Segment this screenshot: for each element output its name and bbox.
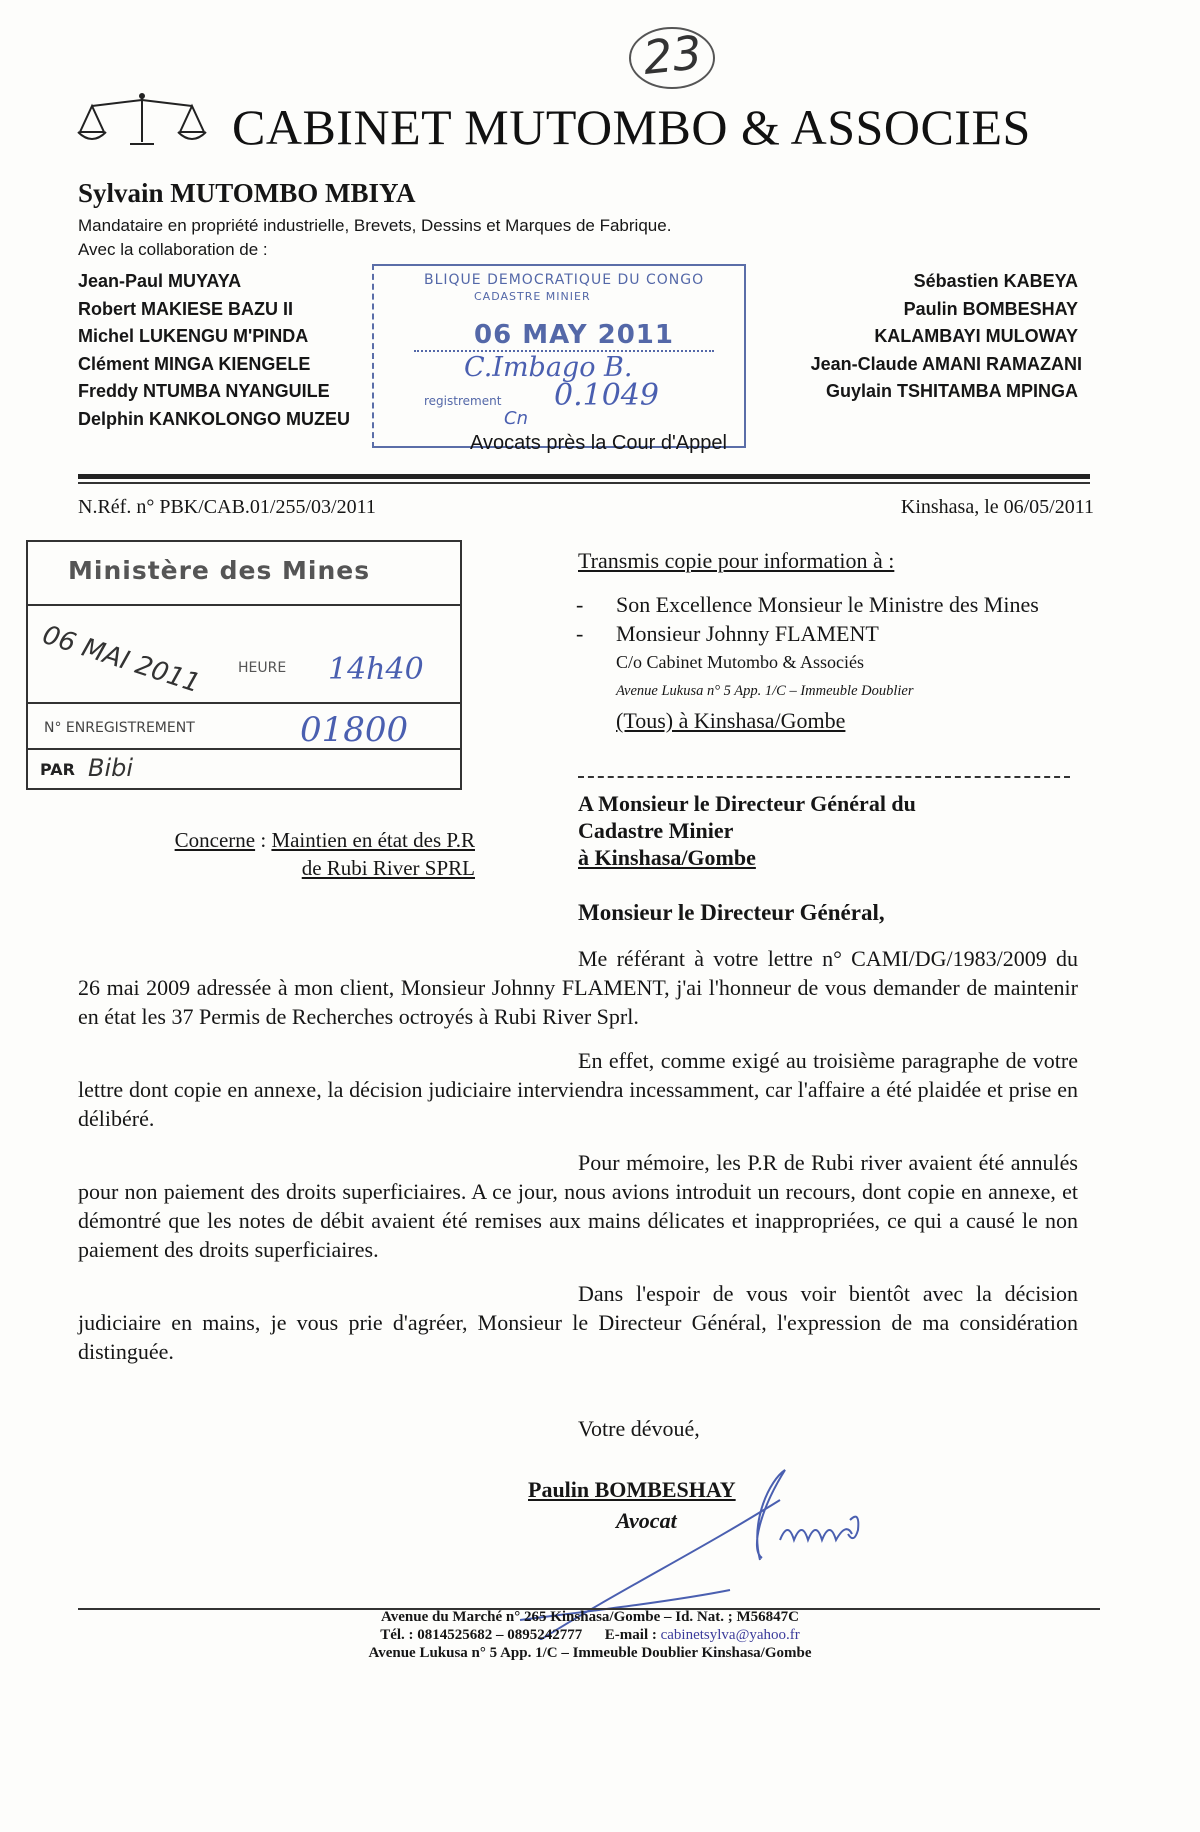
lawyer-name: Delphin KANKOLONGO MUZEU xyxy=(78,408,350,429)
cadastre-reception-stamp xyxy=(372,264,746,448)
signer-name: Paulin BOMBESHAY xyxy=(528,1477,736,1502)
reference-number: N.Réf. n° PBK/CAB.01/255/03/2011 xyxy=(78,496,376,518)
subject-line: de Rubi River SPRL xyxy=(301,856,475,880)
stamp-time: 14h40 xyxy=(328,652,424,687)
footer-address-2: Avenue Lukusa n° 5 App. 1/C – Immeuble Doublier Kinshasa/Gombe xyxy=(368,1645,812,1661)
stamp-divider xyxy=(28,702,460,704)
lawyer-name: Guylain TSHITAMBA MPINGA xyxy=(826,381,1078,401)
stamp-registration-label: registrement xyxy=(424,394,502,408)
lawyer-name: Paulin BOMBESHAY xyxy=(903,298,1078,319)
footer xyxy=(150,1608,1030,1662)
copy-recipients xyxy=(576,590,1096,735)
footer-email-label: E-mail : xyxy=(604,1627,657,1643)
subject-line: Maintien en état des P.R xyxy=(271,828,475,852)
subject-label: Concerne xyxy=(174,828,256,852)
lawyer-name: Jean-Paul MUYAYA xyxy=(78,271,242,291)
firm-subtitle: Mandataire en propriété industrielle, Brevets, Dessins et Marques de Fabrique. xyxy=(78,216,672,235)
place-date: Kinshasa, le 06/05/2011 xyxy=(900,496,1094,518)
subject-block: Concerne : Maintien en état des P.R de Rubi River SPRL xyxy=(174,828,475,880)
handwritten-number-text: 23 xyxy=(640,25,705,85)
scales-of-justice-icon xyxy=(72,92,212,152)
footer-address: Avenue du Marché n° 265 Kinshasa/Gombe – Id. Nat. ; M56847C xyxy=(381,1609,799,1625)
transmis-label: Transmis copie pour information à : xyxy=(578,548,895,573)
handwritten-page-number xyxy=(625,22,720,92)
lawyer-name: Michel LUKENGU M'PINDA xyxy=(78,326,309,346)
footer-contact xyxy=(150,1626,1030,1644)
header-rule xyxy=(78,474,1090,479)
stamp-par-value: Bibi xyxy=(88,754,134,782)
stamp-heading: BLIQUE DEMOCRATIQUE DU CONGO xyxy=(424,272,705,288)
lawyers-right-list xyxy=(810,268,1082,406)
lawyer-name: KALAMBAYI MULOWAY xyxy=(874,326,1078,346)
lawyer-name: Freddy NTUMBA NYANGUILE xyxy=(78,381,330,401)
lawyer-name: Robert MAKIESE BAZU II xyxy=(78,298,294,319)
collaboration-label: Avec la collaboration de : xyxy=(78,240,268,259)
addressee xyxy=(578,790,916,871)
footer-email[interactable]: cabinetsylva@yahoo.fr xyxy=(660,1627,800,1643)
recipient-address-street: Avenue Lukusa n° 5 App. 1/C – Immeuble Doublier xyxy=(616,683,914,699)
list-item: - Son Excellence Monsieur le Ministre des Mines xyxy=(576,590,1096,619)
addressee-line: A Monsieur le Directeur Général du xyxy=(578,791,916,816)
recipients-location: (Tous) à Kinshasa/Gombe xyxy=(616,708,846,733)
lawyer-name: Clément MINGA KIENGELE xyxy=(78,353,311,374)
dashed-divider xyxy=(578,776,1070,778)
lawyer-name: Jean-Claude AMANI RAMAZANI xyxy=(810,353,1082,374)
stamp-par-label: PAR xyxy=(40,760,75,779)
firm-name: CABINET MUTOMBO & ASSOCIES xyxy=(232,99,1031,155)
body-paragraph: Dans l'espoir de vous voir bientôt avec la décision judiciaire en mains, je vous prie d'agréer, Monsieur le Directeur Général, l'expression de ma considération distinguée. xyxy=(78,1281,1078,1364)
addressee-line: à Kinshasa/Gombe xyxy=(578,845,756,870)
lawyers-left-list xyxy=(78,268,350,433)
stamp-handwritten-name: C.Imbago B. xyxy=(464,352,633,383)
addressee-line: Cadastre Minier xyxy=(578,818,734,843)
header-rule-thin xyxy=(78,482,1090,484)
principal-name: Sylvain MUTOMBO MBIYA xyxy=(78,178,416,208)
lawyer-name: Sébastien KABEYA xyxy=(913,271,1078,291)
recipient-text: Son Excellence Monsieur le Ministre des Mines xyxy=(616,592,1039,617)
body-paragraph: En effet, comme exigé au troisième paragraphe de votre lettre dont copie en annexe, la décision judiciaire interviendra incessamment, car l'affaire a été plaidée et prise en délibéré. xyxy=(78,1048,1078,1131)
footer-tel: Tél. : 0814525682 – 0895242777 xyxy=(380,1627,583,1643)
stamp-time-label: HEURE xyxy=(238,660,287,676)
body-paragraph: Me référant à votre lettre n° CAMI/DG/1983/2009 du 26 mai 2009 adressée à mon client, Monsieur Johnny FLAMENT, j'ai l'honneur de vous demander de maintenir en état les 37 Permis de Recherches octroyés à Rubi River Sprl. xyxy=(78,946,1078,1029)
stamp-handwritten-initials: Cn xyxy=(504,408,528,429)
stamp-handwritten-number: 0.1049 xyxy=(554,378,659,413)
letter-body xyxy=(78,944,1078,1381)
stamp-divider xyxy=(28,604,460,606)
stamp-number-label: N° ENREGISTREMENT xyxy=(44,720,195,736)
recipient-address: C/o Cabinet Mutombo & Associés xyxy=(616,652,865,672)
stamp-date: 06 MAI 2011 xyxy=(38,620,204,700)
stamp-date: 06 MAY 2011 xyxy=(474,320,674,350)
signer-title: Avocat xyxy=(616,1508,677,1533)
recipient-text: Monsieur Johnny FLAMENT xyxy=(616,621,879,646)
stamp-title: Ministère des Mines xyxy=(68,556,371,585)
body-paragraph: Pour mémoire, les P.R de Rubi river avaient été annulés pour non paiement des droits superficiaires. A ce jour, nous avions introduit un recours, dont copie en annexe, et démontré que les notes de débit avaient été remises aux mains délicates et inappropriées, ce qui a causé le non paiement des droits superficiaires. xyxy=(78,1150,1078,1262)
bar-line: Avocats près la Cour d'Appel xyxy=(470,432,727,454)
stamp-divider xyxy=(28,748,460,750)
closing: Votre dévoué, xyxy=(578,1416,700,1441)
list-item: - Monsieur Johnny FLAMENT xyxy=(576,619,1096,648)
stamp-sub: CADASTRE MINIER xyxy=(474,290,591,303)
stamp-number: 01800 xyxy=(300,710,409,750)
salutation: Monsieur le Directeur Général, xyxy=(578,900,885,925)
ministry-reception-stamp xyxy=(26,540,462,790)
